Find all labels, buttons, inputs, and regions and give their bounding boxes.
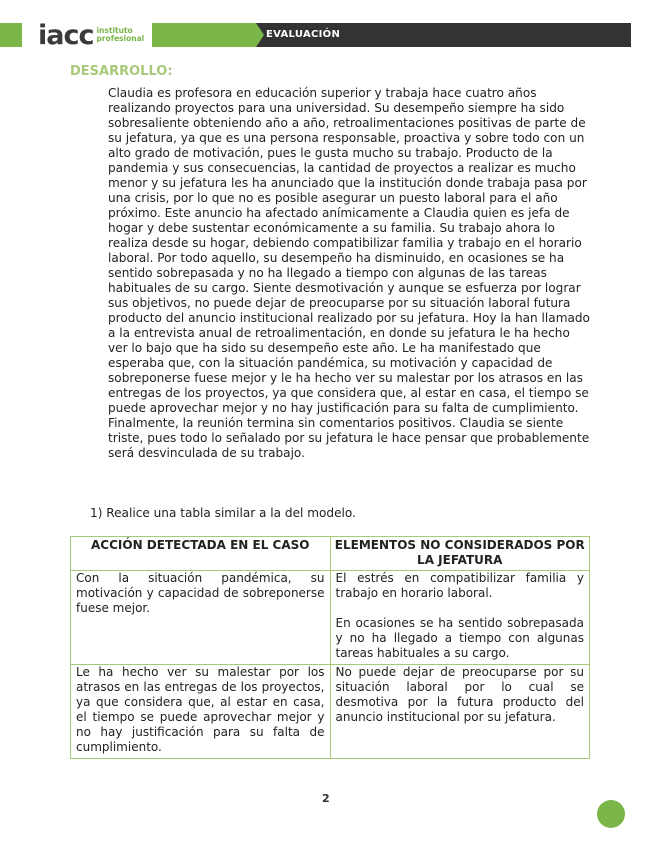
institution-logo xyxy=(38,20,144,50)
page-corner-dot xyxy=(597,800,625,828)
table-header-row xyxy=(71,537,590,571)
action-cell xyxy=(71,571,331,665)
case-description: Claudia es profesora en educación superior y trabaja hace cuatro años realizando proyectos para una universidad. Su desempeño siempre ha sido sobresaliente obteniendo año a año, retroalimentaciones positivas de parte de su jefatura, ya que es una persona responsable, proactiva y sobre todo con un alto grado de motivación, pues le gusta mucho su trabajo. Producto de la pandemia y sus consecuencias, la cantidad de proyectos a realizar es mucho menor y su jefatura les ha anunciado que la institución donde trabaja pasa por una crisis, por lo que no es posible asegurar un puesto laboral para el año próximo. Este anuncio ha afectado anímicamente a Claudia quien es jefa de hogar y debe sustentar económicamente a su familia. Su trabajo ahora lo realiza desde su hogar, debiendo compatibilizar familia y trabajo en el horario laboral. Por todo aquello, su desempeño ha disminuido, en ocasiones se ha sentido sobrepasada y no ha llegado a tiempo con algunas de las tareas habituales de su cargo. Siente desmotivación y aunque se esfuerza por lograr sus objetivos, no puede dejar de preocuparse por su situación laboral futura producto del anuncio institucional realizado por su jefatura. Hoy la han llamado a la entrevista anual de retroalimentación, en donde su jefatura le ha hecho ver lo bajo que ha sido su desempeño este año. Le ha manifestado que esperaba que, con la situación pandémica, su motivación y capacidad de sobreponerse fuese mejor y le ha hecho ver su malestar por los atrasos en las entregas de los proyectos, ya que considera que, al estar en casa, el tiempo se puede aprovechar mejor y no hay justificación para su falta de cumplimiento. Finalmente, la reunión termina sin comentarios positivos. Claudia se siente triste, pues todo lo señalado por su jefatura le hace pensar que probablemente será desvinculada de su trabajo. xyxy=(108,86,590,460)
element-text: No puede dejar de preocuparse por su situación laboral por lo cual se desmotiva por la futura producto del anuncio institucional por su jefatura. xyxy=(335,665,584,724)
instruction-text: 1) Realice una tabla similar a la del modelo. xyxy=(90,506,356,520)
column-header-action: ACCIÓN DETECTADA EN EL CASO xyxy=(71,537,331,571)
action-cell xyxy=(71,665,331,759)
page-number: 2 xyxy=(322,792,330,805)
action-text: Le ha hecho ver su malestar por los atrasos en las entregas de los proyectos, ya que considera que, al estar en casa, el tiempo se puede aprovechar mejor y no hay justificación para su falta de cumplimiento. xyxy=(76,665,325,754)
table-row xyxy=(71,665,590,759)
action-text: Con la situación pandémica, su motivación y capacidad de sobreponerse fuese mejor. xyxy=(76,571,325,615)
header-arrow-shape xyxy=(256,23,264,47)
logo-subtitle-line-2: profesional xyxy=(96,34,145,43)
section-heading: DESARROLLO: xyxy=(70,64,173,79)
header-bar-accent xyxy=(152,23,256,47)
logo-wordmark: iacc xyxy=(38,19,94,51)
elements-cell xyxy=(330,571,590,665)
element-text: En ocasiones se ha sentido sobrepasada y no ha llegado a tiempo con algunas tareas habituales a su cargo. xyxy=(335,616,584,660)
elements-cell xyxy=(330,665,590,759)
document-title: EVALUACIÓN xyxy=(266,29,341,40)
logo-subtitle xyxy=(96,27,144,43)
table-row xyxy=(71,571,590,665)
header-accent-block xyxy=(0,23,22,47)
analysis-table xyxy=(70,536,590,759)
element-text: El estrés en compatibilizar familia y trabajo en horario laboral. xyxy=(335,571,584,600)
column-header-elements: ELEMENTOS NO CONSIDERADOS POR LA JEFATURA xyxy=(330,537,590,571)
logo-subtitle-line-1: instituto xyxy=(96,26,133,35)
